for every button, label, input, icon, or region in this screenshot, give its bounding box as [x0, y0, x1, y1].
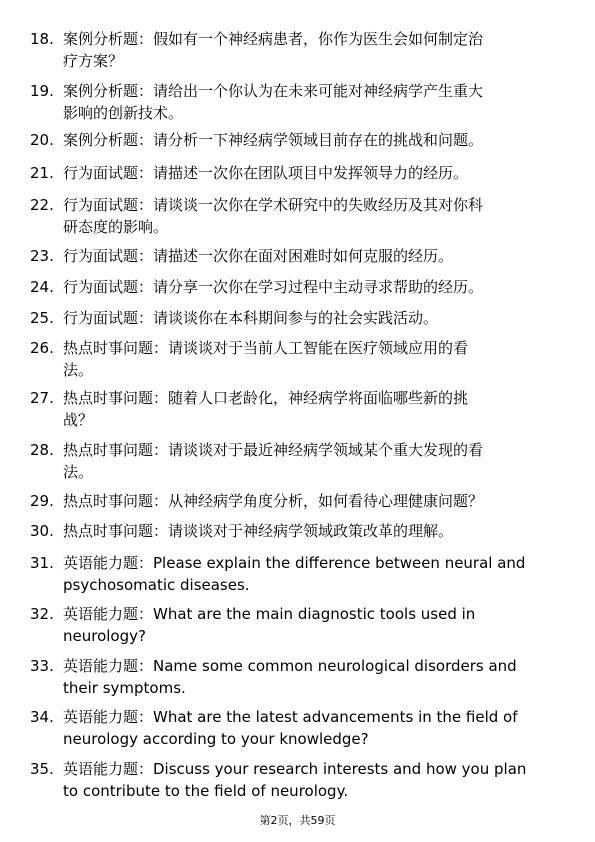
question-item — [30, 276, 560, 298]
question-line: 热点时事问题：请谈谈对于最近神经病学领域某个重大发现的看 — [63, 441, 484, 459]
question-item — [30, 603, 560, 647]
question-line: 案例分析题：请分析一下神经病学领域目前存在的挑战和问题。 — [63, 131, 484, 149]
question-line: 热点时事问题：随着人口老龄化，神经病学将面临哪些新的挑 — [63, 389, 469, 407]
question-number: 24. — [30, 278, 54, 296]
question-number: 28. — [30, 441, 54, 459]
question-line: 英语能力题：Please explain the difference between neural and — [63, 554, 526, 572]
question-number: 18. — [30, 30, 54, 48]
question-line: psychosomatic diseases. — [63, 576, 250, 594]
question-number: 32. — [30, 605, 54, 623]
question-number: 25. — [30, 309, 54, 327]
question-line: 热点时事问题：请谈谈对于当前人工智能在医疗领域应用的看 — [63, 339, 469, 357]
question-number: 21. — [30, 164, 54, 182]
question-number: 27. — [30, 389, 54, 407]
question-line: neurology? — [63, 627, 146, 645]
question-item — [30, 758, 560, 802]
question-text — [63, 245, 560, 267]
question-item — [30, 307, 560, 329]
question-number: 23. — [30, 247, 54, 265]
question-text — [63, 655, 560, 699]
question-line: 案例分析题：假如有一个神经病患者，你作为医生会如何制定治 — [63, 30, 484, 48]
question-text — [63, 129, 560, 151]
question-text — [63, 603, 560, 647]
question-item — [30, 129, 560, 151]
question-line: their symptoms. — [63, 679, 186, 697]
question-text — [63, 387, 560, 431]
question-item — [30, 387, 560, 431]
question-item — [30, 28, 560, 72]
question-item — [30, 439, 560, 483]
question-item — [30, 552, 560, 596]
question-text — [63, 276, 560, 298]
question-line: 研态度的影响。 — [63, 218, 169, 236]
question-line: 影响的创新技术。 — [63, 104, 184, 122]
question-line: 行为面试题：请分享一次你在学习过程中主动寻求帮助的经历。 — [63, 278, 484, 296]
question-text — [63, 307, 560, 329]
question-item — [30, 337, 560, 381]
question-number: 20. — [30, 131, 54, 149]
question-number: 19. — [30, 82, 54, 100]
question-line: 行为面试题：请谈谈一次你在学术研究中的失败经历及其对你科 — [63, 196, 484, 214]
question-number: 29. — [30, 492, 54, 510]
question-line: 法。 — [63, 361, 94, 379]
question-number: 30. — [30, 522, 54, 540]
question-text — [63, 439, 560, 483]
question-text — [63, 28, 560, 72]
question-line: 案例分析题：请给出一个你认为在未来可能对神经病学产生重大 — [63, 82, 484, 100]
question-text — [63, 552, 560, 596]
question-number: 35. — [30, 760, 54, 778]
question-text — [63, 337, 560, 381]
question-text — [63, 194, 560, 238]
question-line: 行为面试题：请谈谈你在本科期间参与的社会实践活动。 — [63, 309, 439, 327]
question-number: 34. — [30, 708, 54, 726]
question-item — [30, 162, 560, 184]
question-line: to contribute to the field of neurology. — [63, 782, 349, 800]
question-line: 行为面试题：请描述一次你在团队项目中发挥领导力的经历。 — [63, 164, 469, 182]
question-item — [30, 490, 560, 512]
question-item — [30, 706, 560, 750]
question-text — [63, 162, 560, 184]
question-text — [63, 758, 560, 802]
question-line: 英语能力题：Name some common neurological disorders and — [63, 657, 517, 675]
question-item — [30, 194, 560, 238]
question-text — [63, 520, 560, 542]
question-number: 26. — [30, 339, 54, 357]
question-number: 33. — [30, 657, 54, 675]
question-line: 英语能力题：What are the latest advancements in the field of — [63, 708, 518, 726]
question-line: 热点时事问题：请谈谈对于神经病学领域政策改革的理解。 — [63, 522, 454, 540]
page-footer: 第2页，共59页 — [259, 814, 336, 827]
question-line: 行为面试题：请描述一次你在面对困难时如何克服的经历。 — [63, 247, 454, 265]
question-item — [30, 245, 560, 267]
question-number: 22. — [30, 196, 54, 214]
question-item — [30, 655, 560, 699]
question-line: 法。 — [63, 463, 94, 481]
question-number: 31. — [30, 554, 54, 572]
question-line: 战？ — [63, 411, 94, 429]
question-line: 热点时事问题：从神经病学角度分析，如何看待心理健康问题？ — [63, 492, 484, 510]
question-line: neurology according to your knowledge? — [63, 730, 369, 748]
question-text — [63, 80, 560, 124]
question-line: 疗方案？ — [63, 52, 124, 70]
question-line: 英语能力题：Discuss your research interests and how you plan — [63, 760, 527, 778]
question-item — [30, 520, 560, 542]
question-text — [63, 490, 560, 512]
question-item — [30, 80, 560, 124]
question-line: 英语能力题：What are the main diagnostic tools used in — [63, 605, 476, 623]
question-text — [63, 706, 560, 750]
